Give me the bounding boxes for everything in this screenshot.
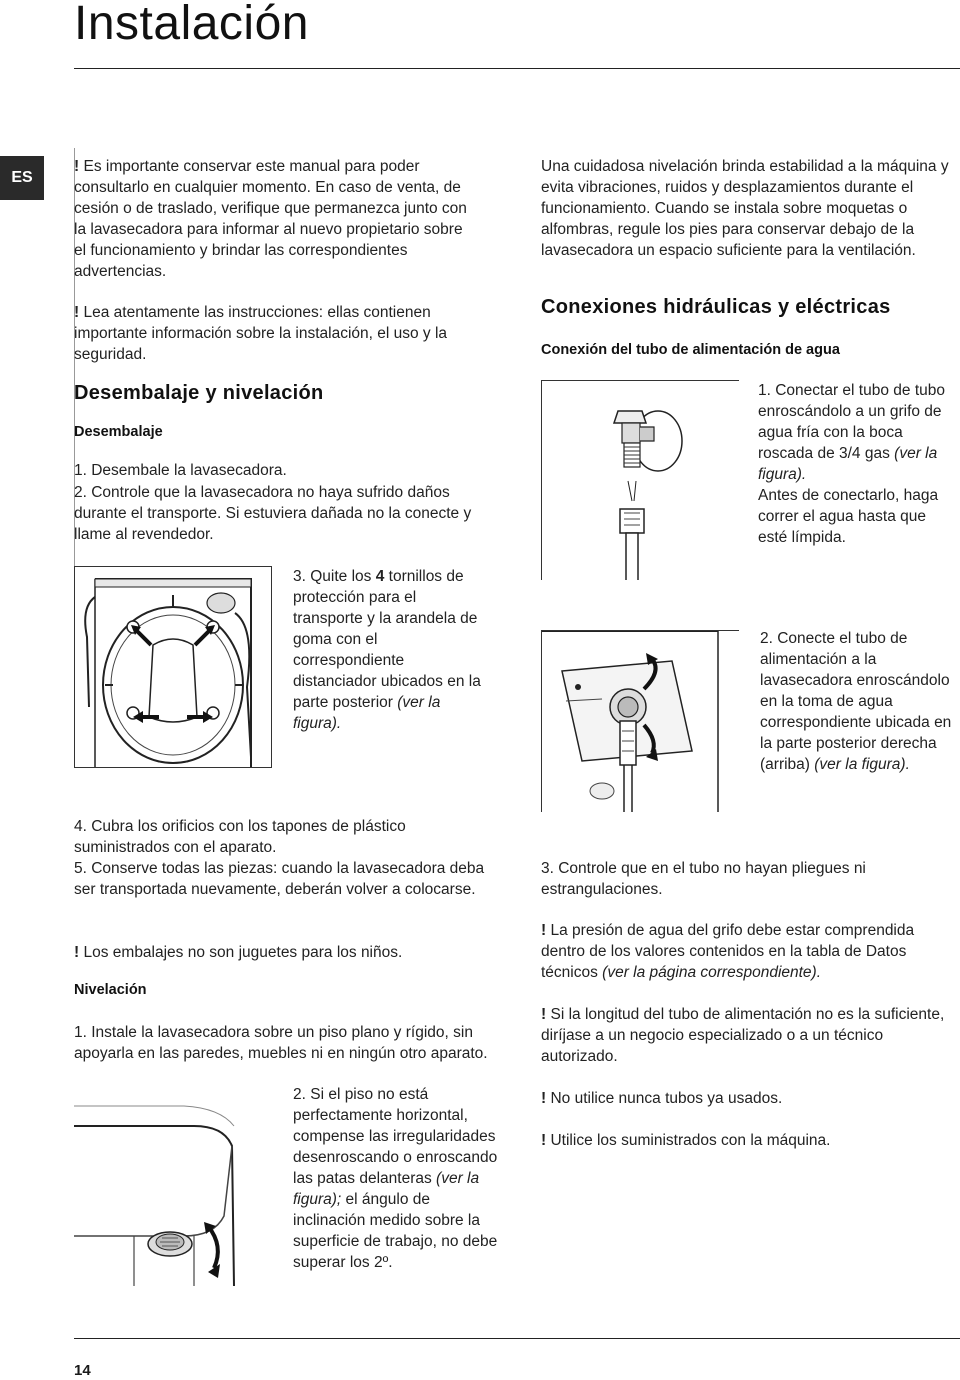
notice-text: La presión de agua del grifo debe estar comprendida dentro de los valores contenidos en la tabla de Datos técnicos — [541, 922, 915, 981]
page-number: 14 — [74, 1362, 91, 1379]
level-step-2-figure-ref: (ver la figura); — [293, 1170, 480, 1208]
hose-step-1-figure-ref: (ver la figura). — [758, 445, 938, 483]
level-step-2 — [293, 1084, 503, 1273]
bottom-divider — [74, 1338, 960, 1339]
notice-text: No utilice nunca tubos ya usados. — [550, 1090, 783, 1107]
notice-no-used-hoses — [541, 1088, 951, 1109]
notice-water-pressure — [541, 920, 951, 983]
hose-step-2 — [760, 628, 960, 775]
section-heading-connections: Conexiones hidráulicas y eléctricas — [541, 296, 891, 318]
section-heading-unpacking-leveling: Desembalaje y nivelación — [74, 382, 324, 404]
level-step-1: 1. Instale la lavasecadora sobre un piso plano y rígido, sin apoyarla en las paredes, muebles ni en ningún otro aparato. — [74, 1024, 488, 1062]
notice-text: Es importante conservar este manual para poder consultarlo en cualquier momento. En caso de venta, de cesión o de traslado, verifique que permanezca junto con la lavasecadora para informar al nuevo propietario sobre el funcionamiento y brindar las correspondientes advertencias. — [74, 158, 467, 280]
subheading-unpacking: Desembalaje — [74, 424, 163, 440]
language-tab: ES — [0, 156, 44, 200]
figure-machine-inlet — [541, 630, 739, 812]
figure-tap-connection — [541, 380, 739, 580]
subheading-water-hose: Conexión del tubo de alimentación de agua — [541, 342, 840, 358]
warning-mark: ! — [74, 944, 80, 961]
hose-step-2-text: 2. Conecte el tubo de alimentación a la lavasecadora enroscándolo en la toma de agua correspondiente ubicada en la parte posterior derecha (arriba) — [760, 630, 952, 773]
level-step-2-text-b: el ángulo de inclinación medido sobre la superficie de trabajo, no debe superar los 2º. — [293, 1191, 498, 1271]
unpack-step-1: 1. Desembale la lavasecadora. — [74, 462, 287, 479]
hose-step-3: 3. Controle que en el tubo no hayan pliegues ni estrangulaciones. — [541, 860, 866, 898]
rear-panel-illustration — [75, 567, 272, 768]
hose-step-1-note: Antes de conectarlo, haga correr el agua hasta que esté límpida. — [758, 487, 939, 546]
notice-keep-manual — [74, 156, 474, 282]
page-title: Instalación — [74, 0, 309, 50]
step-3-figure-ref: (ver la figura). — [293, 694, 441, 732]
figure-leveling-foot — [74, 1086, 272, 1290]
notice-page-ref: (ver la página correspondiente). — [602, 964, 822, 981]
warning-mark: ! — [541, 1006, 547, 1023]
notice-text: Si la longitud del tubo de alimentación no es la suficiente, diríjase a un negocio especializado o a un técnico autorizado. — [541, 1006, 945, 1065]
subheading-leveling: Nivelación — [74, 982, 147, 998]
step-3-screw-count: 4 — [375, 568, 385, 585]
notice-text: Utilice los suministrados con la máquina. — [550, 1132, 831, 1149]
hose-step-1 — [758, 380, 958, 548]
step-3-text-b: tornillos de protección para el transporte y la arandela de goma con el correspondiente distanciador ubicados en la parte posterior — [293, 568, 481, 711]
warning-mark: ! — [541, 1132, 547, 1149]
level-step-2-text-a: 2. Si el piso no está perfectamente horizontal, compense las irregularidades desenroscando o enroscando las patas delanteras — [293, 1086, 498, 1187]
tap-illustration — [542, 381, 739, 580]
figure-rear-transport-screws — [74, 566, 272, 768]
unpack-step-5: 5. Conserve todas las piezas: cuando la lavasecadora deba ser transportada nuevamente, deberán volver a colocarse. — [74, 860, 485, 898]
unpack-step-3 — [293, 566, 483, 734]
notice-text: Lea atentamente las instrucciones: ellas contienen importante información sobre la instalación, el uso y la seguridad. — [74, 304, 448, 363]
top-divider — [74, 68, 960, 69]
notice-hose-length — [541, 1004, 951, 1067]
warning-mark: ! — [541, 1090, 547, 1107]
unpack-step-2: 2. Controle que la lavasecadora no haya sufrido daños durante el transporte. Si estuviera dañada no la conecte y llame al revendedor. — [74, 484, 472, 543]
step-3-text-a: 3. Quite los — [293, 568, 376, 585]
notice-packaging-children — [74, 942, 494, 963]
leveling-foot-illustration — [74, 1086, 272, 1290]
notice-read-instructions — [74, 302, 474, 365]
warning-mark: ! — [74, 304, 80, 321]
warning-mark: ! — [74, 158, 80, 175]
unpack-step-4: 4. Cubra los orificios con los tapones de plástico suministrados con el aparato. — [74, 818, 406, 856]
hose-step-2-figure-ref: (ver la figura). — [814, 756, 910, 773]
notice-text: Los embalajes no son juguetes para los niños. — [83, 944, 403, 961]
warning-mark: ! — [541, 922, 547, 939]
inlet-illustration — [542, 631, 739, 812]
notice-use-supplied — [541, 1130, 951, 1151]
leveling-paragraph: Una cuidadosa nivelación brinda estabilidad a la máquina y evita vibraciones, ruidos y desplazamientos durante el funcionamiento. Cuando se instala sobre moquetas o alfombras, regule los pies para conservar debajo de la lavasecadora un espacio suficiente para la ventilación. — [541, 158, 949, 259]
hose-step-1-text: 1. Conectar el tubo de tubo enroscándolo a un grifo de agua fría con la boca roscada de 3/4 gas — [758, 382, 945, 462]
